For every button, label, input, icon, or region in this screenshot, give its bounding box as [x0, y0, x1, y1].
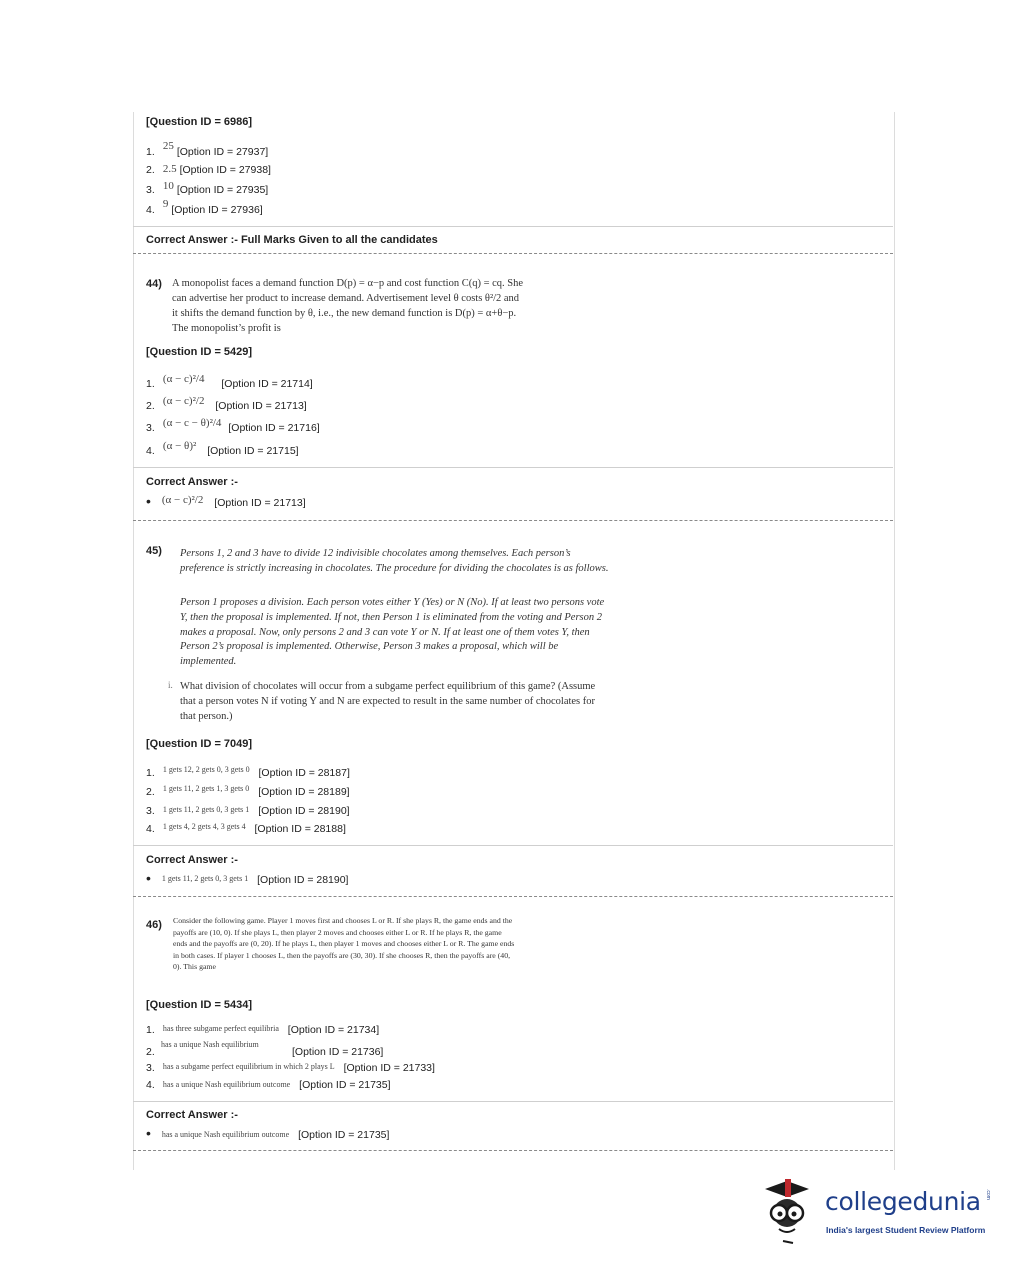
- question-text: Consider the following game. Player 1 moves first and chooses L or R. If she plays R, the game ends and the payoffs are (10, 0). If she plays L, then player 2 moves and chooses either L or R. If he plays R, the game ends and the payoffs are (0, 20). If he plays L, then player 1 moves and chooses either L or R. The game ends in both cases. If player 1 chooses L, then the payoffs are (30, 30). If she chooses R, then the payoffs are (40, 0). This game: [173, 916, 515, 972]
- option-number: 1.: [146, 767, 155, 779]
- option-value: 1 gets 12, 2 gets 0, 3 gets 0: [162, 765, 250, 774]
- option-value: 2.5: [162, 163, 177, 175]
- option-number: 2.: [146, 786, 155, 798]
- option-number: 3.: [146, 184, 155, 196]
- option-row: [146, 417, 320, 434]
- divider: [133, 226, 893, 227]
- option-number: 2.: [146, 400, 155, 412]
- option-id: [Option ID = 21715]: [207, 445, 299, 457]
- option-row: [146, 180, 269, 196]
- option-number: 4.: [146, 204, 155, 216]
- option-id: [Option ID = 21713]: [215, 400, 307, 412]
- question-separator: [133, 1150, 893, 1151]
- correct-answer-label: Correct Answer :-: [146, 476, 238, 488]
- option-value: has a unique Nash equilibrium outcome: [162, 1080, 291, 1089]
- option-number: 3.: [146, 422, 155, 434]
- question-line: can advertise her product to increase demand. Advertisement level θ costs θ²/2 and: [172, 293, 520, 304]
- option-value: 1 gets 11, 2 gets 0, 3 gets 1: [162, 805, 250, 814]
- correct-answer-value: 1 gets 11, 2 gets 0, 3 gets 1: [161, 874, 249, 883]
- question-separator: [133, 896, 893, 897]
- option-value: 10: [162, 180, 174, 192]
- option-number: 1.: [146, 1024, 155, 1036]
- option-row: [146, 1024, 379, 1036]
- correct-answer: Correct Answer :- Full Marks Given to all the candidates: [146, 234, 438, 246]
- question-id: [Question ID = 7049]: [146, 738, 253, 750]
- option-id: [Option ID = 27936]: [171, 204, 263, 216]
- option-value: 25: [162, 140, 174, 152]
- option-number: 3.: [146, 805, 155, 817]
- option-number: 4.: [146, 823, 155, 835]
- question-text: [172, 276, 612, 336]
- bullet-icon: •: [146, 493, 151, 509]
- divider: [133, 467, 893, 468]
- option-row: [146, 786, 350, 798]
- option-row: [146, 805, 350, 817]
- correct-answer-row: [146, 870, 349, 886]
- option-value: (α − c)²/2: [162, 395, 205, 407]
- option-value: 1 gets 11, 2 gets 1, 3 gets 0: [162, 784, 250, 793]
- option-row: [146, 164, 271, 176]
- question-paragraph: Persons 1, 2 and 3 have to divide 12 indivisible chocolates among themselves. Each person’s preference is strictly increasing in chocolates. The procedure for dividing the chocolates is as follows.: [180, 548, 609, 574]
- option-id: [Option ID = 21714]: [221, 378, 313, 390]
- question-line: A monopolist faces a demand function D(p) = α−p and cost function C(q) = cq. She: [172, 278, 524, 289]
- option-row: [146, 1079, 391, 1091]
- option-number: 1.: [146, 146, 155, 158]
- option-row: [146, 198, 263, 216]
- option-number: 3.: [146, 1062, 155, 1074]
- option-id: [Option ID = 21716]: [228, 422, 320, 434]
- option-number: 2.: [146, 164, 155, 176]
- correct-answer-id: [Option ID = 21713]: [214, 497, 306, 509]
- option-row: [146, 823, 346, 835]
- option-value: (α − c − θ)²/4: [162, 417, 222, 429]
- option-value: 9: [162, 198, 169, 210]
- option-row: [146, 395, 307, 412]
- option-value: (α − c)²/4: [162, 373, 205, 385]
- brand-dotcom: .com: [985, 1189, 991, 1200]
- option-number: 4.: [146, 445, 155, 457]
- option-id: [Option ID = 28189]: [258, 786, 350, 798]
- option-id: [Option ID = 28187]: [258, 767, 350, 779]
- question-number: 45): [146, 545, 162, 557]
- correct-answer-id: [Option ID = 28190]: [257, 874, 349, 886]
- bullet-icon: •: [146, 870, 151, 886]
- question-line: it shifts the demand function by θ, i.e., the new demand function is D(p) = α+θ−p.: [172, 308, 517, 319]
- question-separator: [133, 520, 893, 521]
- option-value: has three subgame perfect equilibria: [162, 1024, 279, 1033]
- mascot-icon: [765, 1175, 825, 1245]
- option-row: [146, 440, 299, 457]
- option-value: has a unique Nash equilibrium: [161, 1040, 259, 1049]
- option-id: [Option ID = 27937]: [176, 146, 269, 158]
- question-number: 44): [146, 278, 162, 290]
- option-row: [146, 1062, 435, 1074]
- option-number: 2.: [146, 1046, 155, 1058]
- correct-answer-value: has a unique Nash equilibrium outcome: [161, 1130, 290, 1139]
- option-row: [146, 373, 313, 390]
- option-id: [Option ID = 21735]: [299, 1079, 391, 1091]
- question-id: [Question ID = 5429]: [146, 346, 253, 358]
- option-id: [Option ID = 27938]: [179, 164, 271, 176]
- question-number: 46): [146, 919, 162, 931]
- option-number: 1.: [146, 378, 155, 390]
- correct-answer-label: Correct Answer :-: [146, 854, 238, 866]
- option-id: [Option ID = 27935]: [176, 184, 269, 196]
- collegedunia-logo[interactable]: [765, 1175, 995, 1250]
- option-row: [146, 140, 269, 158]
- bullet-icon: •: [146, 1125, 151, 1141]
- brand-tagline: India's largest Student Review Platform: [826, 1225, 986, 1235]
- correct-answer-row: [146, 1125, 390, 1141]
- option-id: [Option ID = 21733]: [343, 1062, 435, 1074]
- sub-item-marker: i.: [168, 680, 173, 690]
- option-number: 4.: [146, 1079, 155, 1091]
- question-id: [Question ID = 6986]: [146, 116, 253, 128]
- divider: [133, 1101, 893, 1102]
- option-id: [Option ID = 28190]: [258, 805, 350, 817]
- option-id: [Option ID = 21734]: [287, 1024, 380, 1036]
- divider: [133, 845, 893, 846]
- brand-name: collegedunia: [825, 1187, 981, 1216]
- option-row: [146, 767, 350, 779]
- question-separator: [133, 253, 893, 254]
- option-id: [Option ID = 28188]: [254, 823, 346, 835]
- option-id: [Option ID = 21736]: [292, 1046, 384, 1058]
- question-paragraph: Person 1 proposes a division. Each person votes either Y (Yes) or N (No). If at least two persons vote Y, then the proposal is implemented. If not, then Person 1 is eliminated from the voting and Person 2 makes a proposal. Now, only persons 2 and 3 can vote Y or N. If at least one of them votes Y, then Person 2’s proposal is implemented. Otherwise, Person 3 makes a proposal, which will be implemented.: [180, 597, 605, 668]
- option-value: 1 gets 4, 2 gets 4, 3 gets 4: [162, 822, 246, 831]
- correct-answer-id: [Option ID = 21735]: [298, 1129, 390, 1141]
- correct-answer-row: [146, 493, 306, 509]
- question-id: [Question ID = 5434]: [146, 999, 253, 1011]
- question-paragraph: What division of chocolates will occur from a subgame perfect equilibrium of this game? (Assume that a person votes N if voting Y and N are expected to result in the same number of chocolates for that person.): [180, 681, 596, 722]
- option-value: (α − θ)²: [162, 440, 197, 452]
- correct-answer-label: Correct Answer :-: [146, 1109, 238, 1121]
- correct-answer-value: (α − c)²/2: [161, 494, 204, 506]
- option-value: has a subgame perfect equilibrium in which 2 plays L: [162, 1062, 335, 1071]
- question-line: The monopolist’s profit is: [172, 323, 281, 334]
